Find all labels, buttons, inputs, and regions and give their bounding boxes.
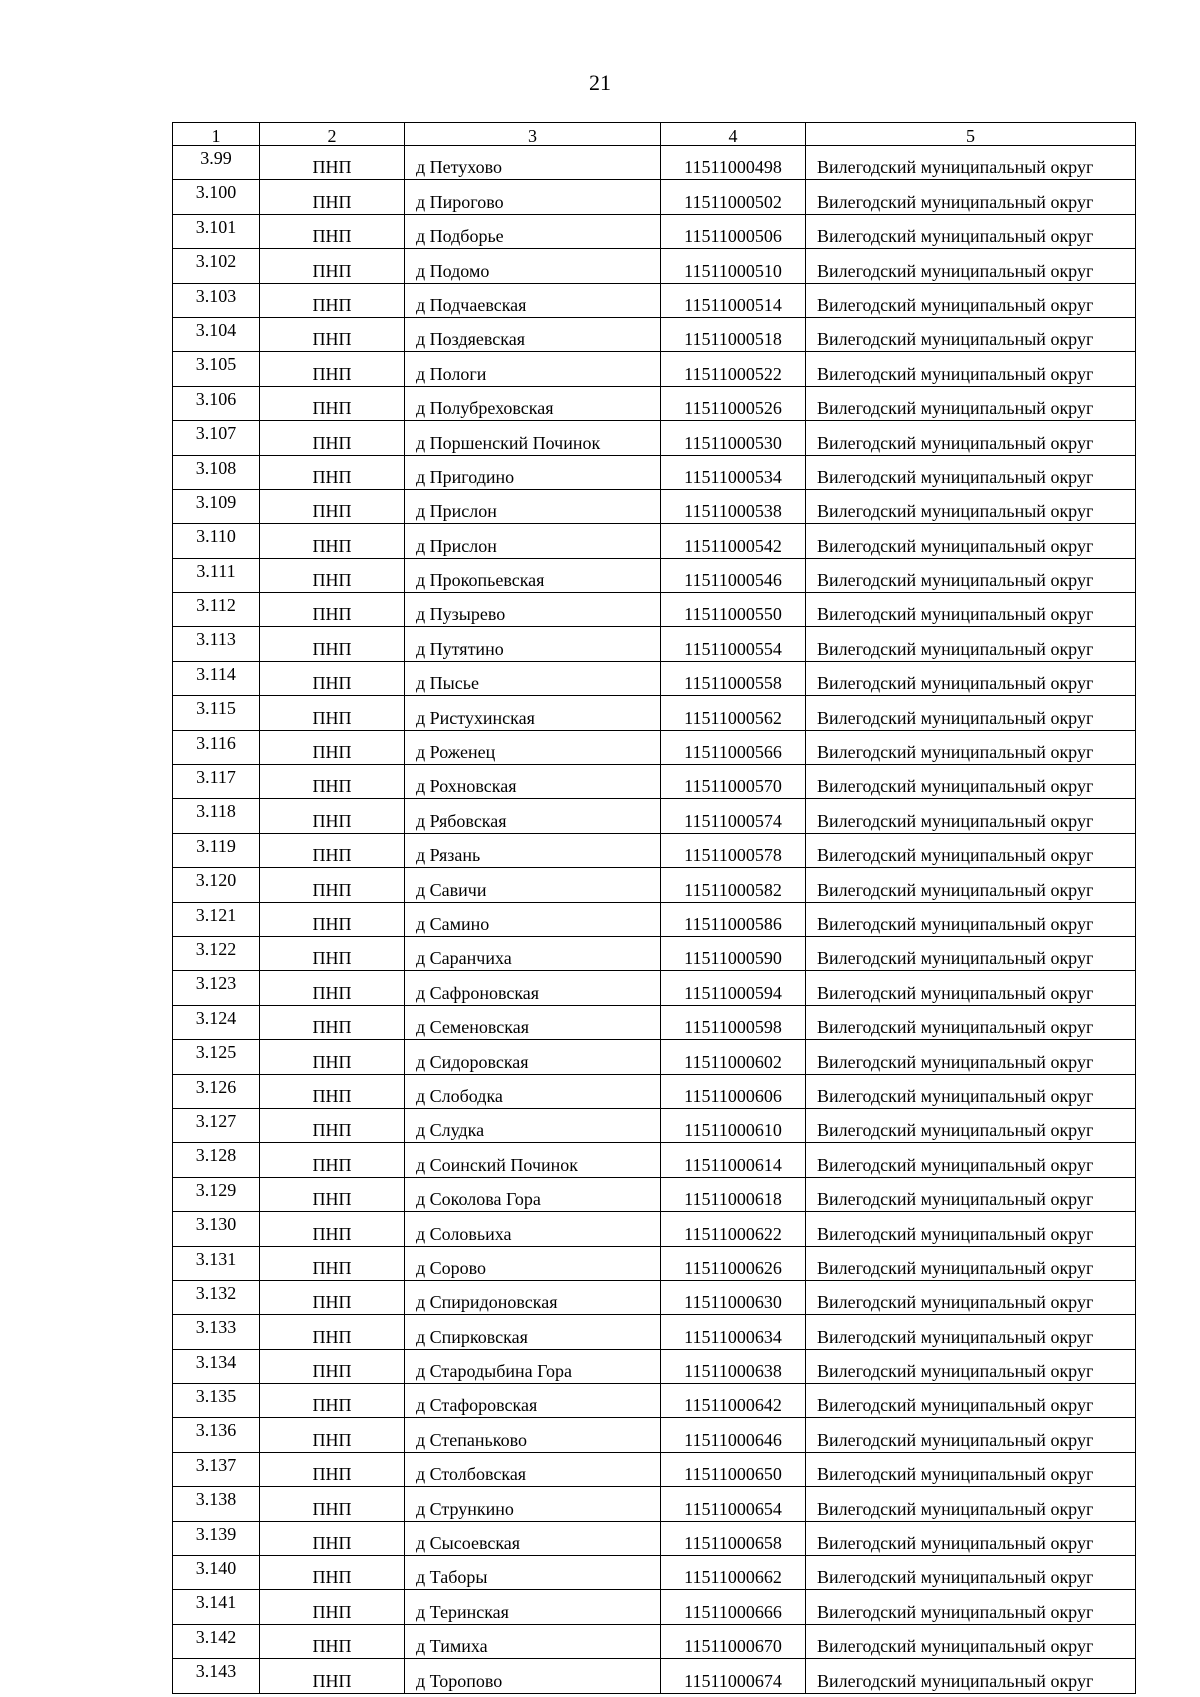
table-row xyxy=(173,1624,1136,1658)
header-col-4: 4 xyxy=(661,123,806,146)
municipal-district-cell: Вилегодский муниципальный округ xyxy=(806,1349,1136,1383)
municipal-district-cell: Вилегодский муниципальный округ xyxy=(806,524,1136,558)
oktmo-code-cell: 11511000530 xyxy=(661,421,806,455)
table-row xyxy=(173,833,1136,867)
settlement-name-cell: д Сысоевская xyxy=(405,1521,661,1555)
oktmo-code-cell: 11511000666 xyxy=(661,1590,806,1624)
settlement-name-cell: д Теринская xyxy=(405,1590,661,1624)
table-row xyxy=(173,1315,1136,1349)
municipal-district-cell: Вилегодский муниципальный округ xyxy=(806,971,1136,1005)
settlement-name-cell: д Савичи xyxy=(405,868,661,902)
table-row xyxy=(173,352,1136,386)
settlement-name-cell: д Соловьиха xyxy=(405,1212,661,1246)
settlement-name-cell: д Стрункино xyxy=(405,1487,661,1521)
municipal-district-cell: Вилегодский муниципальный округ xyxy=(806,1177,1136,1211)
municipal-district-cell: Вилегодский муниципальный округ xyxy=(806,455,1136,489)
table-row xyxy=(173,1556,1136,1590)
row-number-cell: 3.119 xyxy=(173,833,260,867)
header-col-1: 1 xyxy=(173,123,260,146)
settlement-name-cell: д Спирковская xyxy=(405,1315,661,1349)
municipal-district-cell: Вилегодский муниципальный округ xyxy=(806,1556,1136,1590)
municipal-district-cell: Вилегодский муниципальный округ xyxy=(806,1246,1136,1280)
municipal-district-cell: Вилегодский муниципальный округ xyxy=(806,1108,1136,1142)
row-number-cell: 3.126 xyxy=(173,1074,260,1108)
oktmo-code-cell: 11511000654 xyxy=(661,1487,806,1521)
row-number-cell: 3.124 xyxy=(173,1005,260,1039)
table-row xyxy=(173,249,1136,283)
table-row xyxy=(173,661,1136,695)
municipal-district-cell: Вилегодский муниципальный округ xyxy=(806,1040,1136,1074)
settlement-name-cell: д Подомо xyxy=(405,249,661,283)
settlement-type-cell: ПНП xyxy=(260,352,405,386)
settlement-type-cell: ПНП xyxy=(260,421,405,455)
oktmo-code-cell: 11511000542 xyxy=(661,524,806,558)
oktmo-code-cell: 11511000546 xyxy=(661,558,806,592)
settlement-type-cell: ПНП xyxy=(260,1040,405,1074)
settlement-name-cell: д Соколова Гора xyxy=(405,1177,661,1211)
table-row xyxy=(173,730,1136,764)
municipal-district-cell: Вилегодский муниципальный округ xyxy=(806,833,1136,867)
table-row xyxy=(173,180,1136,214)
municipal-district-cell: Вилегодский муниципальный округ xyxy=(806,1074,1136,1108)
table-body xyxy=(173,146,1136,1694)
table-row xyxy=(173,283,1136,317)
settlement-name-cell: д Саранчиха xyxy=(405,936,661,970)
row-number-cell: 3.101 xyxy=(173,214,260,248)
table-row xyxy=(173,421,1136,455)
row-number-cell: 3.130 xyxy=(173,1212,260,1246)
oktmo-code-cell: 11511000614 xyxy=(661,1143,806,1177)
municipal-district-cell: Вилегодский муниципальный округ xyxy=(806,1590,1136,1624)
settlement-name-cell: д Степаньково xyxy=(405,1418,661,1452)
municipal-district-cell: Вилегодский муниципальный округ xyxy=(806,249,1136,283)
oktmo-code-cell: 11511000522 xyxy=(661,352,806,386)
settlement-name-cell: д Путятино xyxy=(405,627,661,661)
table-row xyxy=(173,1487,1136,1521)
municipal-district-cell: Вилегодский муниципальный округ xyxy=(806,1521,1136,1555)
table-row xyxy=(173,1212,1136,1246)
settlement-type-cell: ПНП xyxy=(260,799,405,833)
row-number-cell: 3.114 xyxy=(173,661,260,695)
settlement-type-cell: ПНП xyxy=(260,1280,405,1314)
municipal-district-cell: Вилегодский муниципальный округ xyxy=(806,1384,1136,1418)
oktmo-code-cell: 11511000606 xyxy=(661,1074,806,1108)
row-number-cell: 3.110 xyxy=(173,524,260,558)
table-row xyxy=(173,1452,1136,1486)
settlement-type-cell: ПНП xyxy=(260,1315,405,1349)
table-row xyxy=(173,593,1136,627)
table-row xyxy=(173,1108,1136,1142)
settlement-name-cell: д Роженец xyxy=(405,730,661,764)
row-number-cell: 3.140 xyxy=(173,1556,260,1590)
table-row xyxy=(173,214,1136,248)
oktmo-code-cell: 11511000586 xyxy=(661,902,806,936)
oktmo-code-cell: 11511000658 xyxy=(661,1521,806,1555)
row-number-cell: 3.133 xyxy=(173,1315,260,1349)
row-number-cell: 3.131 xyxy=(173,1246,260,1280)
oktmo-code-cell: 11511000582 xyxy=(661,868,806,902)
table-row xyxy=(173,971,1136,1005)
settlement-name-cell: д Пузырево xyxy=(405,593,661,627)
settlement-name-cell: д Рязань xyxy=(405,833,661,867)
table-header xyxy=(173,123,1136,146)
settlement-name-cell: д Торопово xyxy=(405,1659,661,1693)
row-number-cell: 3.99 xyxy=(173,146,260,180)
municipal-district-cell: Вилегодский муниципальный округ xyxy=(806,1143,1136,1177)
table-row xyxy=(173,1143,1136,1177)
settlement-name-cell: д Пысье xyxy=(405,661,661,695)
oktmo-code-cell: 11511000634 xyxy=(661,1315,806,1349)
table-row xyxy=(173,455,1136,489)
settlement-name-cell: д Тимиха xyxy=(405,1624,661,1658)
settlement-name-cell: д Прокопьевская xyxy=(405,558,661,592)
oktmo-code-cell: 11511000558 xyxy=(661,661,806,695)
row-number-cell: 3.102 xyxy=(173,249,260,283)
table-row xyxy=(173,317,1136,351)
settlement-name-cell: д Слудка xyxy=(405,1108,661,1142)
municipal-district-cell: Вилегодский муниципальный округ xyxy=(806,1315,1136,1349)
settlement-type-cell: ПНП xyxy=(260,696,405,730)
municipal-district-cell: Вилегодский муниципальный округ xyxy=(806,765,1136,799)
municipal-district-cell: Вилегодский муниципальный округ xyxy=(806,283,1136,317)
oktmo-code-cell: 11511000638 xyxy=(661,1349,806,1383)
settlement-type-cell: ПНП xyxy=(260,1143,405,1177)
settlement-type-cell: ПНП xyxy=(260,455,405,489)
oktmo-code-cell: 11511000590 xyxy=(661,936,806,970)
header-col-2: 2 xyxy=(260,123,405,146)
row-number-cell: 3.127 xyxy=(173,1108,260,1142)
settlement-type-cell: ПНП xyxy=(260,524,405,558)
settlement-name-cell: д Пригодино xyxy=(405,455,661,489)
settlement-type-cell: ПНП xyxy=(260,283,405,317)
settlement-name-cell: д Таборы xyxy=(405,1556,661,1590)
settlement-type-cell: ПНП xyxy=(260,1487,405,1521)
row-number-cell: 3.100 xyxy=(173,180,260,214)
row-number-cell: 3.136 xyxy=(173,1418,260,1452)
settlement-name-cell: д Пологи xyxy=(405,352,661,386)
oktmo-code-cell: 11511000674 xyxy=(661,1659,806,1693)
municipal-district-cell: Вилегодский муниципальный округ xyxy=(806,1452,1136,1486)
municipal-district-cell: Вилегодский муниципальный округ xyxy=(806,868,1136,902)
oktmo-code-cell: 11511000650 xyxy=(661,1452,806,1486)
settlement-name-cell: д Пирогово xyxy=(405,180,661,214)
settlement-type-cell: ПНП xyxy=(260,1590,405,1624)
settlement-type-cell: ПНП xyxy=(260,1659,405,1693)
row-number-cell: 3.118 xyxy=(173,799,260,833)
settlement-type-cell: ПНП xyxy=(260,180,405,214)
oktmo-code-cell: 11511000662 xyxy=(661,1556,806,1590)
table-row xyxy=(173,1659,1136,1693)
oktmo-code-cell: 11511000594 xyxy=(661,971,806,1005)
municipal-district-cell: Вилегодский муниципальный округ xyxy=(806,661,1136,695)
oktmo-code-cell: 11511000570 xyxy=(661,765,806,799)
settlement-name-cell: д Петухово xyxy=(405,146,661,180)
settlement-type-cell: ПНП xyxy=(260,317,405,351)
row-number-cell: 3.120 xyxy=(173,868,260,902)
row-number-cell: 3.135 xyxy=(173,1384,260,1418)
oktmo-code-cell: 11511000518 xyxy=(661,317,806,351)
oktmo-code-cell: 11511000554 xyxy=(661,627,806,661)
row-number-cell: 3.143 xyxy=(173,1659,260,1693)
settlement-type-cell: ПНП xyxy=(260,1521,405,1555)
settlement-type-cell: ПНП xyxy=(260,1074,405,1108)
municipal-district-cell: Вилегодский муниципальный округ xyxy=(806,799,1136,833)
table-row xyxy=(173,1384,1136,1418)
settlement-type-cell: ПНП xyxy=(260,1005,405,1039)
municipal-district-cell: Вилегодский муниципальный округ xyxy=(806,146,1136,180)
header-col-3: 3 xyxy=(405,123,661,146)
settlement-name-cell: д Стафоровская xyxy=(405,1384,661,1418)
settlement-name-cell: д Сидоровская xyxy=(405,1040,661,1074)
settlement-name-cell: д Рябовская xyxy=(405,799,661,833)
oktmo-code-cell: 11511000670 xyxy=(661,1624,806,1658)
row-number-cell: 3.113 xyxy=(173,627,260,661)
settlement-name-cell: д Сорово xyxy=(405,1246,661,1280)
settlement-type-cell: ПНП xyxy=(260,868,405,902)
row-number-cell: 3.106 xyxy=(173,386,260,420)
oktmo-code-cell: 11511000578 xyxy=(661,833,806,867)
municipal-district-cell: Вилегодский муниципальный округ xyxy=(806,317,1136,351)
settlement-type-cell: ПНП xyxy=(260,936,405,970)
municipal-district-cell: Вилегодский муниципальный округ xyxy=(806,730,1136,764)
settlement-name-cell: д Прислон xyxy=(405,489,661,523)
municipal-district-cell: Вилегодский муниципальный округ xyxy=(806,936,1136,970)
row-number-cell: 3.125 xyxy=(173,1040,260,1074)
table-row xyxy=(173,1177,1136,1211)
row-number-cell: 3.142 xyxy=(173,1624,260,1658)
settlement-type-cell: ПНП xyxy=(260,1556,405,1590)
settlement-name-cell: д Семеновская xyxy=(405,1005,661,1039)
oktmo-code-cell: 11511000622 xyxy=(661,1212,806,1246)
oktmo-code-cell: 11511000602 xyxy=(661,1040,806,1074)
municipal-district-cell: Вилегодский муниципальный округ xyxy=(806,1624,1136,1658)
table-row xyxy=(173,489,1136,523)
row-number-cell: 3.107 xyxy=(173,421,260,455)
table-row xyxy=(173,696,1136,730)
oktmo-code-cell: 11511000610 xyxy=(661,1108,806,1142)
municipal-district-cell: Вилегодский муниципальный округ xyxy=(806,558,1136,592)
row-number-cell: 3.132 xyxy=(173,1280,260,1314)
table-row xyxy=(173,558,1136,592)
row-number-cell: 3.139 xyxy=(173,1521,260,1555)
row-number-cell: 3.108 xyxy=(173,455,260,489)
settlement-type-cell: ПНП xyxy=(260,902,405,936)
oktmo-code-cell: 11511000510 xyxy=(661,249,806,283)
table-row xyxy=(173,799,1136,833)
settlement-type-cell: ПНП xyxy=(260,833,405,867)
table-row xyxy=(173,146,1136,180)
settlement-type-cell: ПНП xyxy=(260,558,405,592)
municipal-district-cell: Вилегодский муниципальный округ xyxy=(806,1418,1136,1452)
table-row xyxy=(173,1005,1136,1039)
table-row xyxy=(173,868,1136,902)
table-row xyxy=(173,386,1136,420)
row-number-cell: 3.112 xyxy=(173,593,260,627)
settlement-type-cell: ПНП xyxy=(260,146,405,180)
oktmo-code-cell: 11511000538 xyxy=(661,489,806,523)
table-row xyxy=(173,1590,1136,1624)
municipal-district-cell: Вилегодский муниципальный округ xyxy=(806,1280,1136,1314)
oktmo-code-cell: 11511000618 xyxy=(661,1177,806,1211)
municipal-district-cell: Вилегодский муниципальный округ xyxy=(806,627,1136,661)
row-number-cell: 3.105 xyxy=(173,352,260,386)
oktmo-code-cell: 11511000562 xyxy=(661,696,806,730)
settlement-type-cell: ПНП xyxy=(260,1212,405,1246)
table-row xyxy=(173,765,1136,799)
municipal-district-cell: Вилегодский муниципальный округ xyxy=(806,1212,1136,1246)
settlement-name-cell: д Поршенский Починок xyxy=(405,421,661,455)
municipal-district-cell: Вилегодский муниципальный округ xyxy=(806,352,1136,386)
settlement-name-cell: д Полубреховская xyxy=(405,386,661,420)
settlement-type-cell: ПНП xyxy=(260,249,405,283)
settlement-type-cell: ПНП xyxy=(260,730,405,764)
table-row xyxy=(173,1074,1136,1108)
municipal-district-cell: Вилегодский муниципальный округ xyxy=(806,1659,1136,1693)
oktmo-code-cell: 11511000550 xyxy=(661,593,806,627)
settlement-name-cell: д Соинский Починок xyxy=(405,1143,661,1177)
municipal-district-cell: Вилегодский муниципальный округ xyxy=(806,489,1136,523)
municipal-district-cell: Вилегодский муниципальный округ xyxy=(806,214,1136,248)
municipal-district-cell: Вилегодский муниципальный округ xyxy=(806,902,1136,936)
oktmo-code-cell: 11511000506 xyxy=(661,214,806,248)
oktmo-code-cell: 11511000642 xyxy=(661,1384,806,1418)
row-number-cell: 3.134 xyxy=(173,1349,260,1383)
settlement-type-cell: ПНП xyxy=(260,971,405,1005)
oktmo-code-cell: 11511000498 xyxy=(661,146,806,180)
settlement-name-cell: д Прислон xyxy=(405,524,661,558)
header-row xyxy=(173,123,1136,146)
row-number-cell: 3.141 xyxy=(173,1590,260,1624)
settlement-type-cell: ПНП xyxy=(260,1349,405,1383)
table-row xyxy=(173,1418,1136,1452)
oktmo-code-cell: 11511000630 xyxy=(661,1280,806,1314)
oktmo-code-cell: 11511000646 xyxy=(661,1418,806,1452)
settlement-type-cell: ПНП xyxy=(260,214,405,248)
row-number-cell: 3.129 xyxy=(173,1177,260,1211)
settlement-name-cell: д Ристухинская xyxy=(405,696,661,730)
row-number-cell: 3.138 xyxy=(173,1487,260,1521)
settlement-type-cell: ПНП xyxy=(260,489,405,523)
row-number-cell: 3.117 xyxy=(173,765,260,799)
settlement-name-cell: д Самино xyxy=(405,902,661,936)
settlement-type-cell: ПНП xyxy=(260,1624,405,1658)
table-row xyxy=(173,1280,1136,1314)
row-number-cell: 3.121 xyxy=(173,902,260,936)
row-number-cell: 3.104 xyxy=(173,317,260,351)
settlement-type-cell: ПНП xyxy=(260,1384,405,1418)
settlement-name-cell: д Рохновская xyxy=(405,765,661,799)
municipal-district-cell: Вилегодский муниципальный округ xyxy=(806,180,1136,214)
table-row xyxy=(173,1349,1136,1383)
settlement-type-cell: ПНП xyxy=(260,1452,405,1486)
settlement-name-cell: д Столбовская xyxy=(405,1452,661,1486)
municipal-district-cell: Вилегодский муниципальный округ xyxy=(806,1487,1136,1521)
row-number-cell: 3.103 xyxy=(173,283,260,317)
row-number-cell: 3.116 xyxy=(173,730,260,764)
oktmo-code-cell: 11511000502 xyxy=(661,180,806,214)
oktmo-code-cell: 11511000598 xyxy=(661,1005,806,1039)
settlement-name-cell: д Спиридоновская xyxy=(405,1280,661,1314)
table-row xyxy=(173,936,1136,970)
oktmo-code-cell: 11511000534 xyxy=(661,455,806,489)
settlement-type-cell: ПНП xyxy=(260,1177,405,1211)
settlement-name-cell: д Подчаевская xyxy=(405,283,661,317)
municipal-district-cell: Вилегодский муниципальный округ xyxy=(806,696,1136,730)
table-row xyxy=(173,524,1136,558)
oktmo-code-cell: 11511000514 xyxy=(661,283,806,317)
oktmo-code-cell: 11511000626 xyxy=(661,1246,806,1280)
settlement-name-cell: д Стародыбина Гора xyxy=(405,1349,661,1383)
row-number-cell: 3.123 xyxy=(173,971,260,1005)
row-number-cell: 3.137 xyxy=(173,1452,260,1486)
oktmo-code-cell: 11511000574 xyxy=(661,799,806,833)
row-number-cell: 3.128 xyxy=(173,1143,260,1177)
row-number-cell: 3.109 xyxy=(173,489,260,523)
table-row xyxy=(173,1521,1136,1555)
settlement-type-cell: ПНП xyxy=(260,627,405,661)
row-number-cell: 3.115 xyxy=(173,696,260,730)
settlement-type-cell: ПНП xyxy=(260,661,405,695)
settlement-name-cell: д Поздяевская xyxy=(405,317,661,351)
municipal-district-cell: Вилегодский муниципальный округ xyxy=(806,421,1136,455)
settlement-table xyxy=(172,122,1136,1694)
settlement-type-cell: ПНП xyxy=(260,386,405,420)
settlement-name-cell: д Слободка xyxy=(405,1074,661,1108)
settlement-type-cell: ПНП xyxy=(260,593,405,627)
oktmo-code-cell: 11511000566 xyxy=(661,730,806,764)
oktmo-code-cell: 11511000526 xyxy=(661,386,806,420)
table-row xyxy=(173,1246,1136,1280)
settlement-type-cell: ПНП xyxy=(260,1246,405,1280)
row-number-cell: 3.111 xyxy=(173,558,260,592)
settlement-name-cell: д Подборье xyxy=(405,214,661,248)
municipal-district-cell: Вилегодский муниципальный округ xyxy=(806,1005,1136,1039)
header-col-5: 5 xyxy=(806,123,1136,146)
table-row xyxy=(173,627,1136,661)
table-row xyxy=(173,902,1136,936)
row-number-cell: 3.122 xyxy=(173,936,260,970)
settlement-name-cell: д Сафроновская xyxy=(405,971,661,1005)
settlement-type-cell: ПНП xyxy=(260,765,405,799)
municipal-district-cell: Вилегодский муниципальный округ xyxy=(806,386,1136,420)
settlement-type-cell: ПНП xyxy=(260,1418,405,1452)
settlement-type-cell: ПНП xyxy=(260,1108,405,1142)
municipal-district-cell: Вилегодский муниципальный округ xyxy=(806,593,1136,627)
table-row xyxy=(173,1040,1136,1074)
page-number: 21 xyxy=(589,70,611,95)
